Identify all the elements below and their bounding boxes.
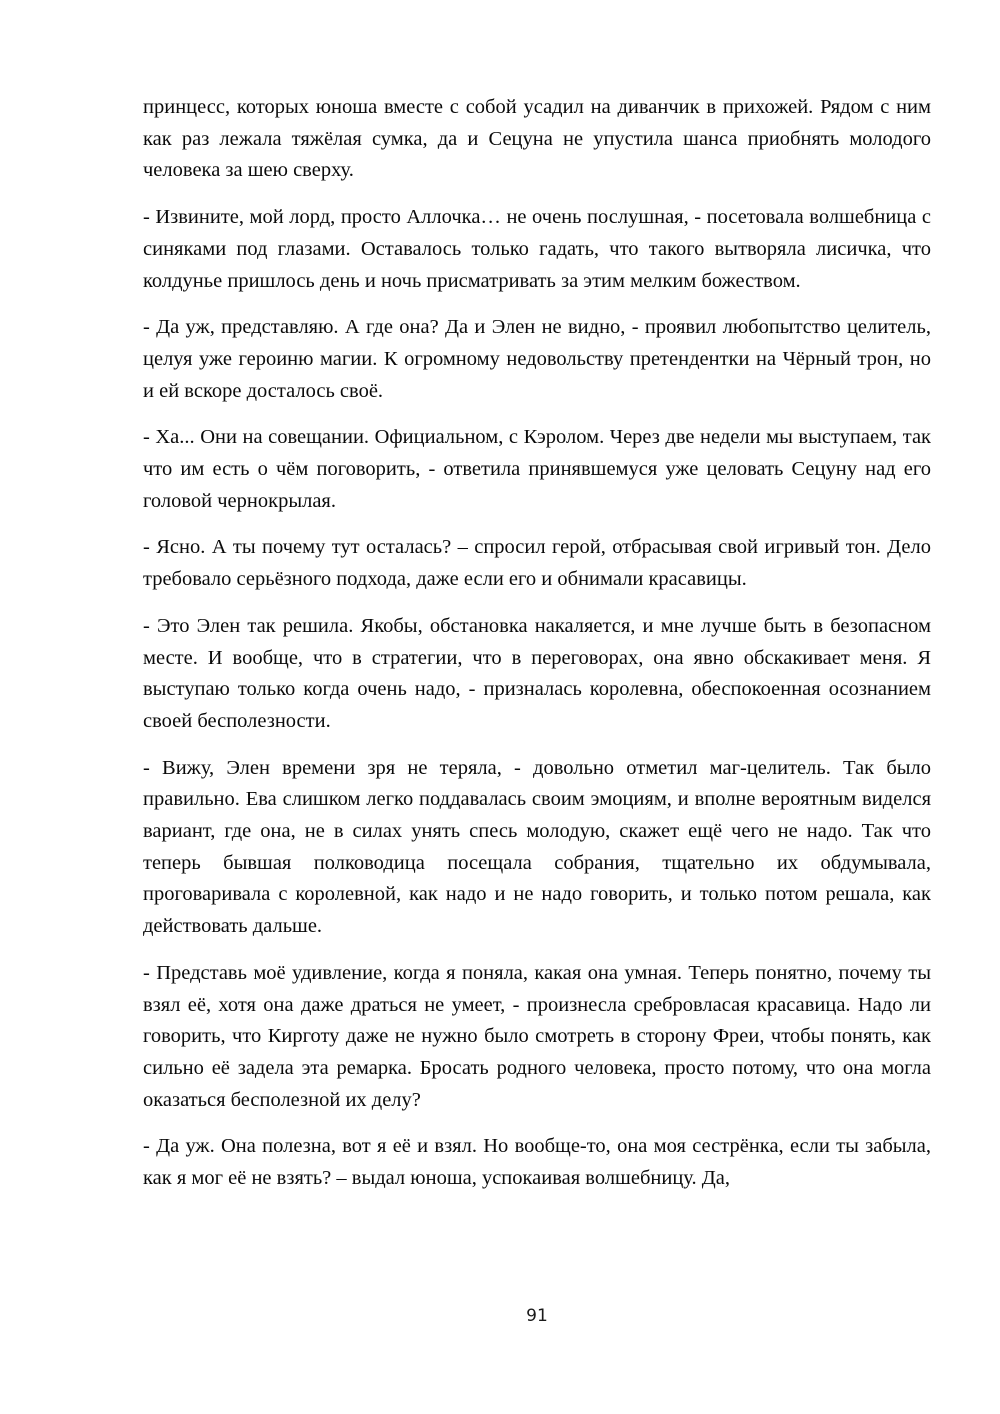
paragraph: - Представь моё удивление, когда я поняла, какая она умная. Теперь понятно, почему ты взял её, хотя она даже драться не умеет, - произнесла сребровласая красавица. Надо ли говорить, что Кирготу даже не нужно было смотреть в сторону Фреи, чтобы понять, как сильно её задела эта ремарка. Бросать родного человека, просто потому, что она могла оказаться бесполезной их делу?: [143, 961, 931, 1111]
paragraph: - Ха... Они на совещании. Официальном, с Кэролом. Через две недели мы выступаем, так что им есть о чём поговорить, - ответила принявшемуся уже целовать Сецуну над его головой чернокрылая.: [143, 426, 931, 512]
paragraph: - Вижу, Элен времени зря не теряла, - довольно отметил маг-целитель. Так было правильно. Ева слишком легко поддавалась своим эмоциям, и вполне вероятным виделся вариант, где она, не в силах унять спесь молодую, скажет ещё чего не надо. Так что теперь бывшая полководица посещала собрания, тщательно их обдумывала, проговаривала с королевной, как надо и не надо говорить, и только потом решала, как действовать дальше.: [143, 756, 931, 938]
page-footer: [143, 1306, 931, 1326]
page-number: 91: [526, 1306, 548, 1326]
paragraph: - Это Элен так решила. Якобы, обстановка накаляется, и мне лучше быть в безопасном месте. И вообще, что в стратегии, что в переговорах, она явно обскакивает меня. Я выступаю только когда очень надо, - призналась королевна, обеспокоенная осознанием своей бесполезности.: [143, 614, 931, 732]
paragraph: - Ясно. А ты почему тут осталась? – спросил герой, отбрасывая свой игривый тон. Дело требовало серьёзного подхода, даже если его и обнимали красавицы.: [143, 536, 931, 591]
paragraph: - Да уж. Она полезна, вот я её и взял. Но вообще-то, она моя сестрёнка, если ты забыла, как я мог её не взять? – выдал юноша, успокаивая волшебницу. Да,: [143, 1135, 931, 1190]
paragraph: принцесс, которых юноша вместе с собой усадил на диванчик в прихожей. Рядом с ним как раз лежала тяжёлая сумка, да и Сецуна не упустила шанса приобнять молодого человека за шею сверху.: [143, 96, 931, 182]
paragraph: - Извините, мой лорд, просто Аллочка… не очень послушная, - посетовала волшебница с синяками под глазами. Оставалось только гадать, что такого вытворяла лисичка, что колдунье пришлось день и ночь присматривать за этим мелким божеством.: [143, 206, 931, 292]
paragraph: - Да уж, представляю. А где она? Да и Элен не видно, - проявил любопытство целитель, целуя уже героиню магии. К огромному недовольству претендентки на Чёрный трон, но и ей вскоре досталось своё.: [143, 316, 931, 402]
page-text-block: [143, 92, 931, 1210]
